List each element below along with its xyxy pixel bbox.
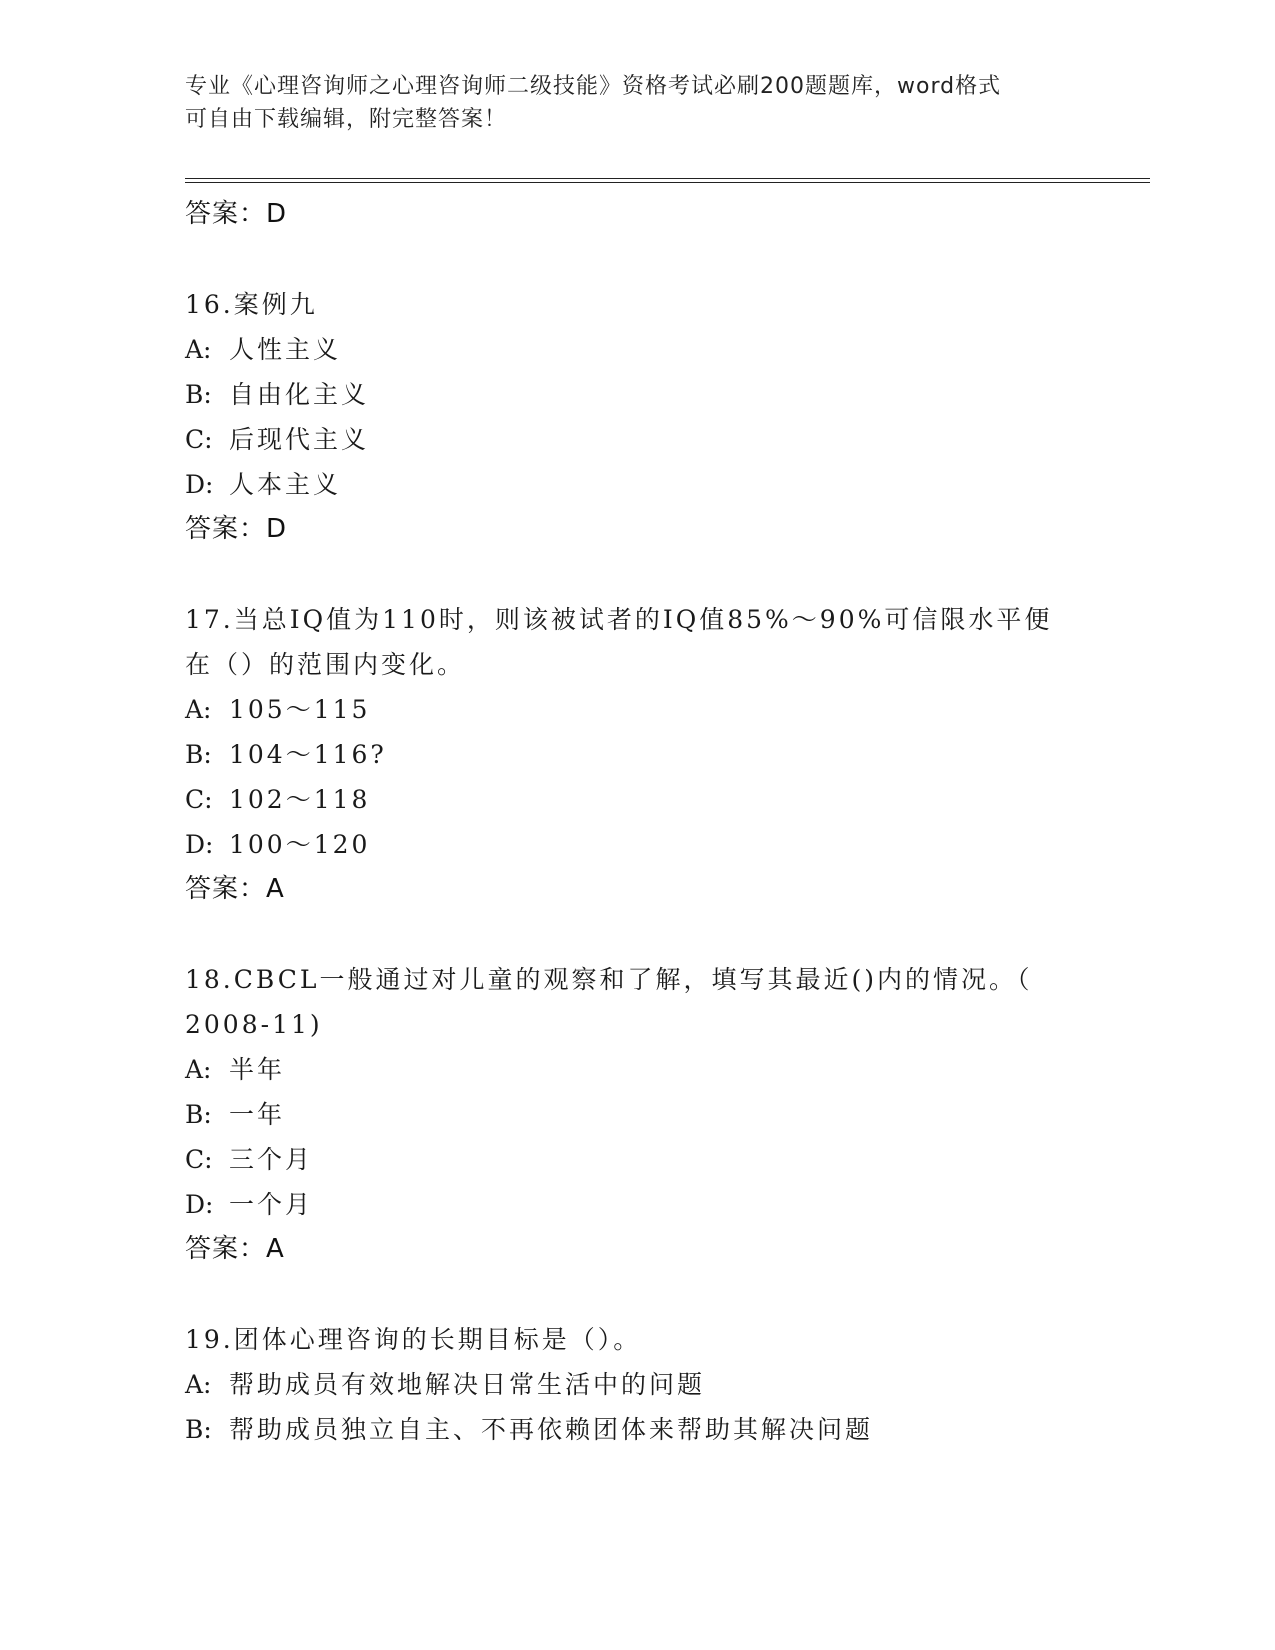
option-key: A: [185,1370,212,1399]
option-key: A: [185,695,212,724]
option-text: 后现代主义 [229,425,370,454]
document-header [185,70,1145,140]
option-key: D: [185,1190,214,1219]
option-text: 105～115 [229,695,371,724]
option-a [185,1362,1145,1407]
answer-line: 答案：A [185,1234,285,1264]
option-text: 人本主义 [229,470,342,499]
option-a [185,327,1145,372]
spacer [185,1272,1145,1317]
question-19 [185,1317,1145,1452]
question-stem-line-2: 2008-11) [185,1010,323,1039]
spacer [185,237,1145,282]
spacer [185,552,1145,597]
question-stem: 19.团体心理咨询的长期目标是（）。 [185,1325,642,1354]
option-text: 帮助成员独立自主、不再依赖团体来帮助其解决问题 [229,1415,874,1444]
option-key: C: [185,785,213,814]
option-a [185,687,1145,732]
option-key: B: [185,380,212,409]
question-stem: 16.案例九 [185,290,318,319]
option-key: C: [185,425,213,454]
option-text: 帮助成员有效地解决日常生活中的问题 [229,1370,706,1399]
option-text: 100～120 [229,830,371,859]
option-b [185,1092,1145,1137]
option-b [185,1407,1145,1452]
option-key: A: [185,1055,212,1084]
option-d [185,1182,1145,1227]
option-text: 自由化主义 [229,380,370,409]
option-text: 一年 [229,1100,286,1129]
document-body [185,192,1145,1452]
question-16 [185,282,1145,552]
header-line-1: 专业《心理咨询师之心理咨询师二级技能》资格考试必刷200题题库，word格式 [185,74,1002,99]
option-key: D: [185,470,214,499]
option-key: A: [185,335,212,364]
option-c [185,777,1145,822]
option-text: 半年 [229,1055,286,1084]
option-text: 一个月 [229,1190,314,1219]
option-d [185,462,1145,507]
option-text: 102～118 [229,785,371,814]
option-key: D: [185,830,214,859]
option-a [185,1047,1145,1092]
option-d [185,822,1145,867]
option-key: B: [185,1100,212,1129]
question-18 [185,957,1145,1272]
question-stem-line-2: 在（）的范围内变化。 [185,650,466,679]
spacer [185,912,1145,957]
document-page [185,70,1145,1452]
option-b [185,732,1145,777]
option-c [185,417,1145,462]
question-17 [185,597,1145,912]
option-text: 104～116? [229,740,387,769]
header-line-2: 可自由下载编辑，附完整答案！ [185,107,508,132]
header-double-rule [185,178,1150,183]
option-text: 人性主义 [229,335,342,364]
option-c [185,1137,1145,1182]
option-b [185,372,1145,417]
previous-answer: 答案：D [185,199,288,229]
option-key: C: [185,1145,213,1174]
option-key: B: [185,740,212,769]
option-key: B: [185,1415,212,1444]
question-stem-line-1: 18.CBCL一般通过对儿童的观察和了解，填写其最近()内的情况。（ [185,965,1033,994]
answer-line: 答案：A [185,874,285,904]
answer-line: 答案：D [185,514,288,544]
question-stem-line-1: 17.当总IQ值为110时，则该被试者的IQ值85%～90%可信限水平便 [185,605,1053,634]
option-text: 三个月 [229,1145,314,1174]
